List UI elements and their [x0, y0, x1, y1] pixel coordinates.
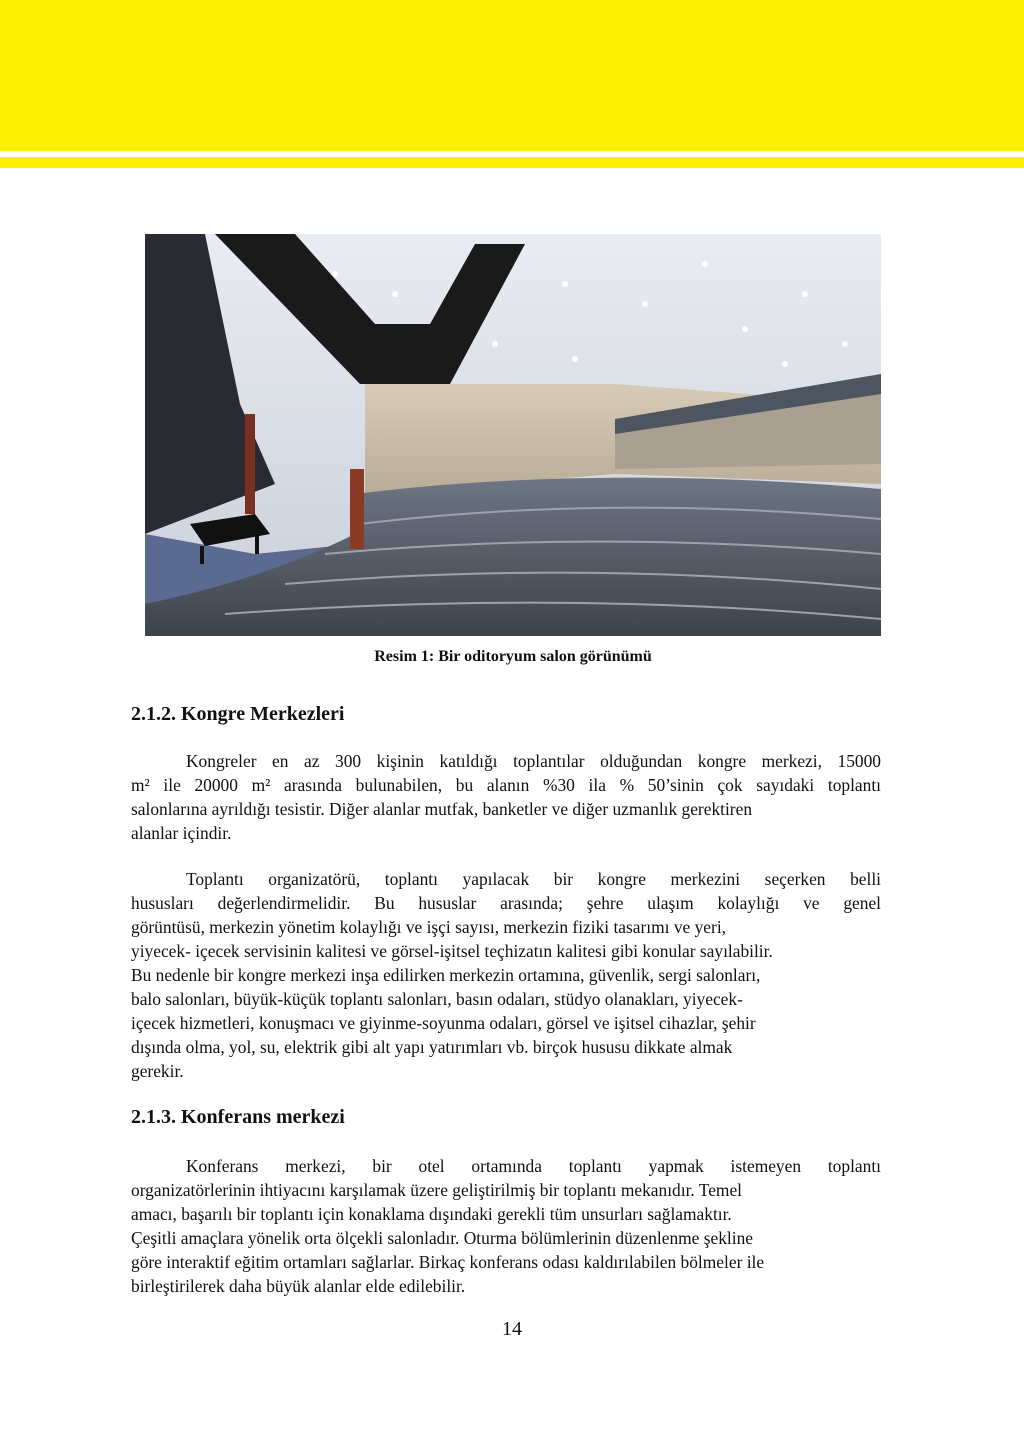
text-line: içecek hizmetleri, konuşmacı ve giyinme-soyunma odaları, görsel ve işitsel cihazlar, şehir	[131, 1013, 756, 1033]
text-line: alanlar içindir.	[131, 823, 232, 843]
page-number: 14	[502, 1318, 522, 1340]
text-line: Konferans merkezi, bir otel ortamında toplantı yapmak istemeyen toplantı	[186, 1156, 881, 1176]
text-line: organizatörlerinin ihtiyacını karşılamak üzere geliştirilmiş bir toplantı mekanıdır. Temel	[131, 1180, 742, 1200]
section-heading-konferans: 2.1.3. Konferans merkezi	[131, 1106, 345, 1128]
text-line: balo salonları, büyük-küçük toplantı salonları, basın odaları, stüdyo olanakları, yiyecek-	[131, 989, 743, 1009]
paragraph-kongre-1	[131, 749, 881, 845]
text-line: dışında olma, yol, su, elektrik gibi alt yapı yatırımları vb. birçok hususu dikkate almak	[131, 1037, 733, 1057]
text-line: m² ile 20000 m² arasında bulunabilen, bu alanın %30 ila % 50’sinin çok sayıdaki toplantı	[131, 775, 881, 795]
section-heading-kongre: 2.1.2. Kongre Merkezleri	[131, 703, 345, 725]
paragraph-kongre-2	[131, 867, 881, 1083]
text-line: Çeşitli amaçlara yönelik orta ölçekli salonladır. Oturma bölümlerinin düzenlenme şekline	[131, 1228, 754, 1248]
text-line: salonlarına ayrıldığı tesistir. Diğer alanlar mutfak, banketler ve diğer uzmanlık gerektiren	[131, 799, 753, 819]
figure-caption: Resim 1: Bir oditoryum salon görünümü	[374, 648, 652, 665]
text-line: birleştirilerek daha büyük alanlar elde edilebilir.	[131, 1276, 466, 1296]
text-line: Toplantı organizatörü, toplantı yapılacak bir kongre merkezini seçerken belli	[186, 869, 881, 889]
text-line: görüntüsü, merkezin yönetim kolaylığı ve işçi sayısı, merkezin fiziki tasarımı ve yeri,	[131, 917, 726, 937]
paragraph-konferans-1	[131, 1154, 881, 1298]
text-line: amacı, başarılı bir toplantı için konaklama dışındaki gerekli tüm unsurları sağlamaktır.	[131, 1204, 732, 1224]
text-line: gerekir.	[131, 1061, 184, 1081]
text-line: Bu nedenle bir kongre merkezi inşa edilirken merkezin ortamına, güvenlik, sergi salonları,	[131, 965, 761, 985]
text-line: Kongreler en az 300 kişinin katıldığı toplantılar olduğundan kongre merkezi, 15000	[186, 751, 881, 771]
header-yellow-stripe	[0, 157, 1024, 168]
text-line: yiyecek- içecek servisinin kalitesi ve görsel-işitsel teçhizatın kalitesi gibi konular sayılabilir.	[131, 941, 773, 961]
text-line: hususları değerlendirmelidir. Bu hususlar arasında; şehre ulaşım kolaylığı ve genel	[131, 893, 881, 913]
auditorium-photo	[145, 234, 881, 636]
header-yellow-band	[0, 0, 1024, 151]
text-line: göre interaktif eğitim ortamları sağlarlar. Birkaç konferans odası kaldırılabilen bölmeler ile	[131, 1252, 765, 1272]
